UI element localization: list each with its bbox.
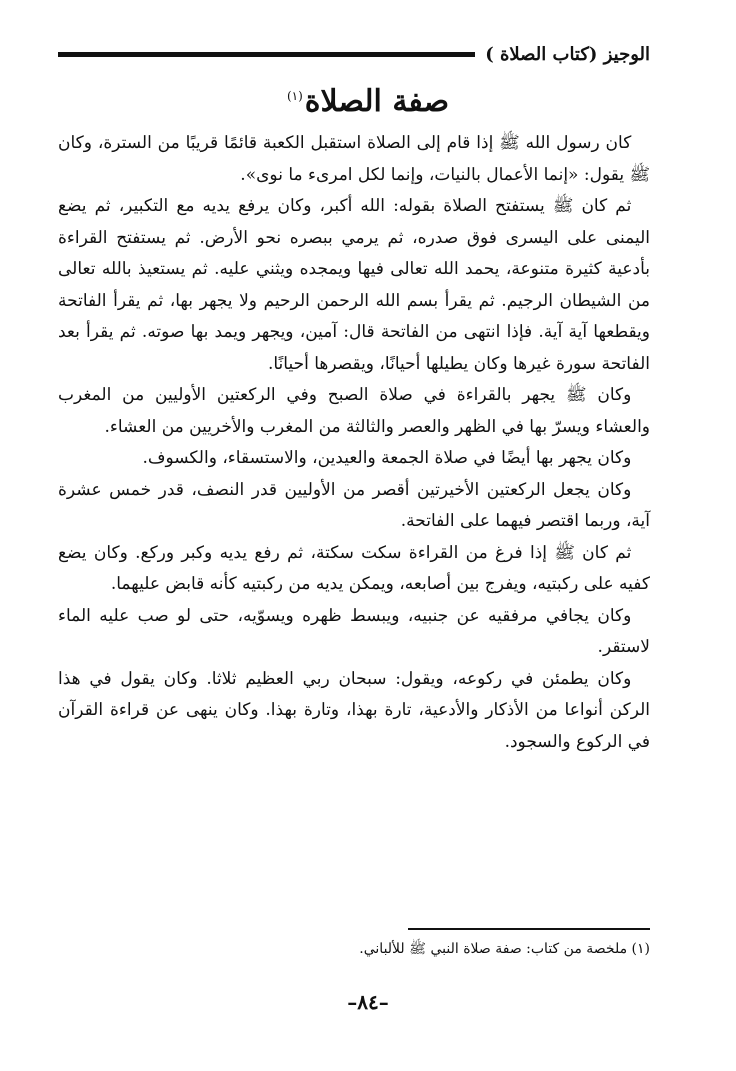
paragraph: وكان يجافي مرفقيه عن جنبيه، ويبسط ظهره ويسوّيه، حتى لو صب عليه الماء لاستقر. (58, 605, 650, 657)
paragraph: وكان يجهر بها أيضًا في صلاة الجمعة والعيدين، والاستسقاء، والكسوف. (142, 448, 632, 468)
paragraph: كان رسول الله ﷺ إذا قام إلى الصلاة استقبل الكعبة قائمًا قريبًا من السترة، وكان ﷺ يقول: «إنما الأعمال بالنيات، وإنما لكل امرىء ما نوى». (58, 133, 650, 185)
paragraph: وكان يجعل الركعتين الأخيرتين أقصر من الأوليين قدر النصف، قدر خمس عشرة آية، وربما اقتصر فيهما على الفاتحة. (58, 479, 650, 531)
section-title-text: صفة الصلاة (304, 84, 450, 119)
paragraph: وكان ﷺ يجهر بالقراءة في صلاة الصبح وفي الركعتين الأوليين من المغرب والعشاء ويسرّ بها في الظهر والعصر والثالثة من المغرب والأخريين من العشاء. (58, 385, 650, 437)
header-rule (58, 52, 475, 57)
paragraph: وكان يطمئن في ركوعه، ويقول: سبحان ربي العظيم ثلاثا. وكان يقول في هذا الركن أنواعا من الأذكار والأدعية، تارة بهذا، وتارة بهذا. وكان ينهى عن قراءة القرآن في الركوع والسجود. (58, 668, 650, 752)
running-header (58, 38, 650, 70)
body-text (58, 128, 650, 758)
header-title: الوجيز (كتاب الصلاة ) (485, 43, 650, 65)
footnote: (١) ملخصة من كتاب: صفة صلاة النبي ﷺ للألباني. (359, 941, 650, 957)
paragraph: ثم كان ﷺ إذا فرغ من القراءة سكت سكتة، ثم رفع يديه وكبر وركع. وكان يضع كفيه على ركبتيه، ويفرج بين أصابعه، ويمكن يديه من ركبتيه كأنه قابض عليهما. (58, 542, 650, 594)
footnote-marker[interactable]: (١) (286, 89, 303, 103)
paragraph: ثم كان ﷺ يستفتح الصلاة بقوله: الله أكبر، وكان يرفع يديه مع التكبير، ثم يضع اليمنى على اليسرى فوق صدره، ثم يرمي ببصره نحو الأرض. ثم يستفتح القراءة بأدعية كثيرة متنوعة، يحمد الله تعالى فيها ويمجده ويثني عليه. ثم يستعيذ بالله تعالى من الشيطان الرجيم. ثم يقرأ بسم الله الرحمن الرحيم ولا يجهر بها، ثم يقرأ الفاتحة ويقطعها آية آية. فإذا انتهى من الفاتحة قال: آمين، ويجهر ويمد بها صوته. ثم يقرأ بعد الفاتحة سورة غيرها وكان يطيلها أحيانًا، ويقصرها أحيانًا. (58, 196, 650, 374)
footnote-rule (408, 928, 650, 930)
page-number: –٨٤– (347, 990, 389, 1014)
section-title (0, 84, 736, 119)
